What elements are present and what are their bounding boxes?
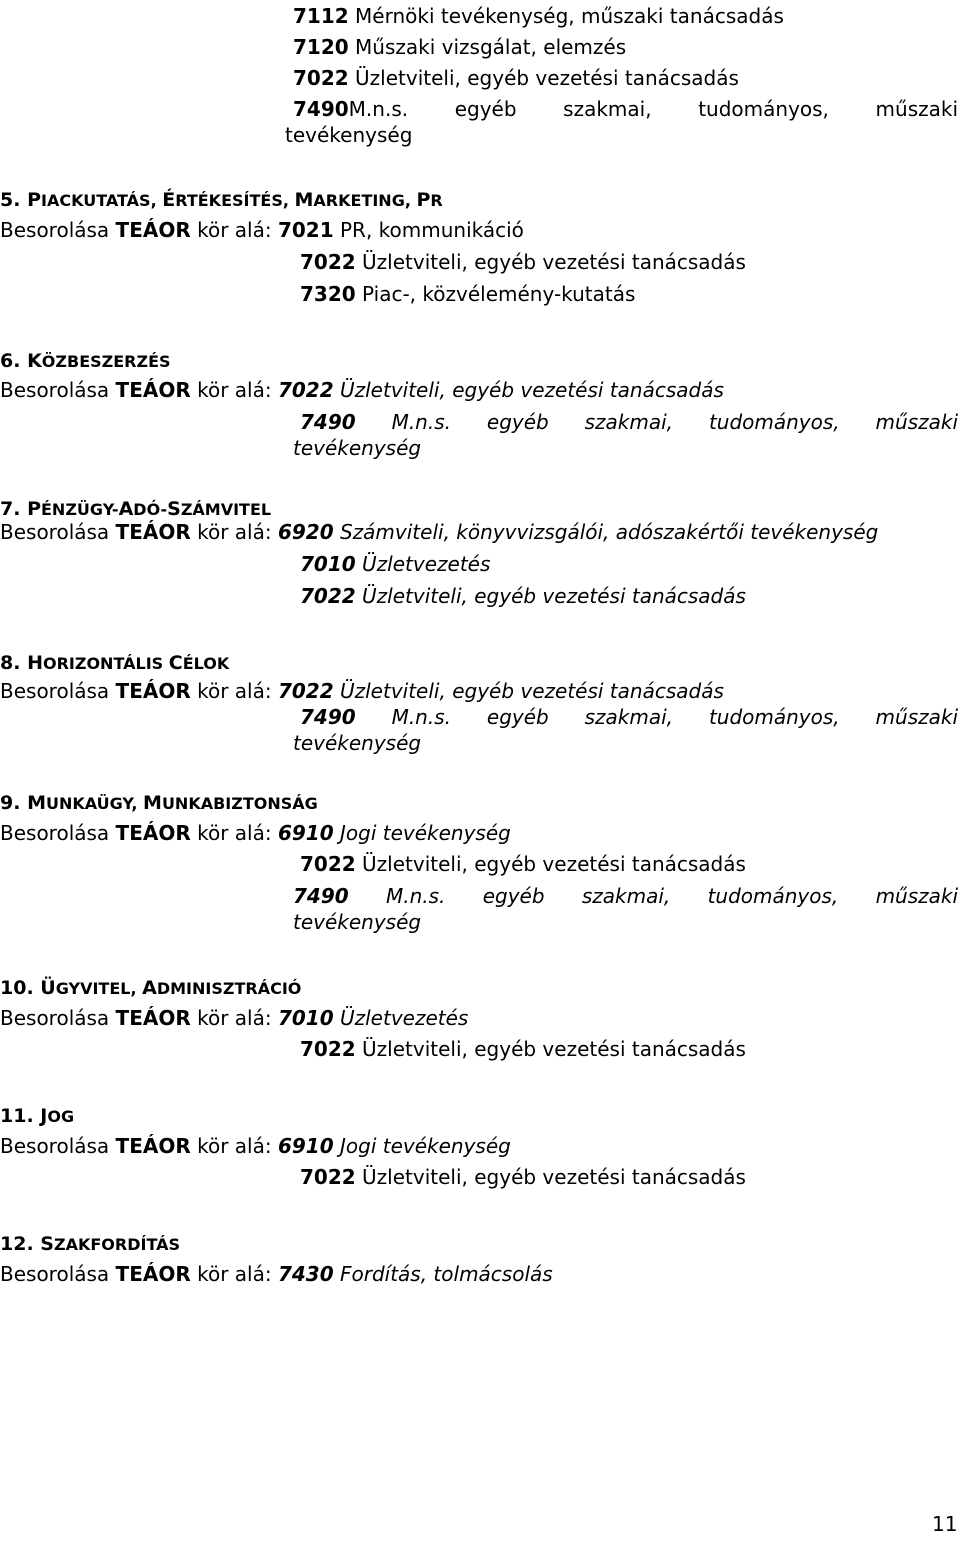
activity-code: 7430	[277, 1262, 334, 1286]
classification-lead: Besorolása	[0, 1006, 116, 1030]
activity-code: 6920	[277, 520, 334, 544]
teaor-label: TEÁOR	[115, 821, 191, 845]
teaor-label: TEÁOR	[115, 218, 191, 242]
activity-text-word: egyéb	[482, 884, 545, 908]
classification-line	[0, 817, 958, 849]
activity-text-word: M.n.s.	[385, 884, 446, 908]
first-activity	[278, 1262, 553, 1286]
activity-code: 7022	[300, 584, 356, 608]
section-number: 5.	[0, 189, 28, 211]
classification-lead-tail: kör alá:	[190, 218, 278, 242]
title-rest: ÖZBESZERZÉS	[41, 352, 171, 371]
activity-text: tevékenység	[293, 436, 422, 460]
activity-line	[300, 1033, 958, 1065]
intro-wrap-cont	[285, 119, 958, 151]
title-rest: DÓ-	[133, 500, 168, 519]
activity-text: PR, kommunikáció	[333, 218, 524, 242]
title-initial: P	[27, 498, 41, 520]
activity-code: 7010	[300, 552, 356, 576]
activity-code: 7022	[300, 1037, 356, 1061]
activity-text: Piac-, közvélemény-kutatás	[355, 282, 636, 306]
title-initial: K	[27, 350, 42, 372]
classification-lead: Besorolása	[0, 218, 116, 242]
activity-text: Üzletvezetés	[333, 1006, 469, 1030]
activity-text: Üzletvezetés	[355, 552, 491, 576]
activity-text-word: műszaki	[875, 884, 959, 908]
activity-text: Üzletviteli, egyéb vezetési tanácsadás	[355, 1037, 746, 1061]
activity-code: 7490	[293, 97, 349, 121]
activity-text-word: szakmai,	[584, 705, 674, 729]
activity-line	[300, 1161, 958, 1193]
activity-text: Üzletviteli, egyéb vezetési tanácsadás	[355, 852, 746, 876]
section-number: 12.	[0, 1233, 41, 1255]
classification-line	[0, 1258, 958, 1290]
title-rest: ÉNZÜGY-	[41, 500, 119, 519]
classification-lead-tail: kör alá:	[190, 1006, 278, 1030]
teaor-label: TEÁOR	[115, 679, 191, 703]
activity-code: 7022	[277, 378, 334, 402]
activity-text-word: tudományos,	[698, 97, 829, 121]
section-title	[27, 352, 171, 371]
classification-lead: Besorolása	[0, 520, 116, 544]
section-heading-12	[0, 1227, 958, 1259]
activity-line	[300, 278, 958, 310]
section-title	[40, 1235, 180, 1254]
classification-lead-tail: kör alá:	[190, 520, 278, 544]
classification-lead: Besorolása	[0, 679, 116, 703]
activity-text: Üzletviteli, egyéb vezetési tanácsadás	[333, 378, 724, 402]
activity-line	[300, 548, 958, 580]
intro-line-3	[293, 62, 958, 94]
section-heading-6	[0, 344, 958, 376]
classification-lead: Besorolása	[0, 821, 116, 845]
activity-text-word: M.n.s.	[391, 410, 451, 434]
classification-lead: Besorolása	[0, 1134, 116, 1158]
activity-code: 7022	[300, 852, 356, 876]
first-activity	[278, 679, 724, 703]
title-initial: S	[167, 498, 181, 520]
title-initial: C	[168, 652, 183, 674]
activity-text: tevékenység	[293, 910, 422, 934]
activity-code: 6910	[277, 1134, 334, 1158]
section-number: 11.	[0, 1105, 41, 1127]
activity-text: Jogi tevékenység	[333, 821, 511, 845]
activity-text: Üzletviteli, egyéb vezetési tanácsadás	[348, 66, 739, 90]
activity-text-word: egyéb	[486, 410, 549, 434]
first-activity	[278, 1134, 511, 1158]
activity-code: 7320	[300, 282, 356, 306]
activity-text: Üzletviteli, egyéb vezetési tanácsadás	[333, 679, 724, 703]
classification-line	[0, 374, 958, 406]
activity-text-word: egyéb	[486, 705, 549, 729]
title-initial: M	[143, 792, 162, 814]
activity-text-word: tudományos,	[708, 410, 840, 434]
activity-text: tevékenység	[293, 731, 422, 755]
first-activity	[278, 821, 511, 845]
activity-wrap-line-cont	[293, 432, 959, 464]
activity-wrap-line-cont	[293, 727, 959, 759]
activity-code: 6910	[277, 821, 334, 845]
classification-lead-tail: kör alá:	[190, 821, 278, 845]
first-activity	[278, 520, 878, 544]
section-title	[40, 1107, 74, 1126]
activity-text: Üzletviteli, egyéb vezetési tanácsadás	[355, 1165, 746, 1189]
title-initial: M	[27, 792, 46, 814]
title-initial: P	[27, 189, 41, 211]
first-activity	[278, 218, 524, 242]
activity-line	[300, 848, 958, 880]
activity-code: 7022	[300, 250, 356, 274]
activity-text-word: tudományos,	[708, 705, 840, 729]
title-rest: UNKABIZTONSÁG	[161, 794, 318, 813]
title-rest: R	[430, 191, 443, 210]
activity-code: 7010	[277, 1006, 334, 1030]
activity-code: 7120	[293, 35, 349, 59]
activity-text: Mérnöki tevékenység, műszaki tanácsadás	[348, 4, 784, 28]
section-number: 6.	[0, 350, 28, 372]
title-rest: ZÁMVITEL	[180, 500, 272, 519]
activity-text-word: műszaki	[875, 705, 959, 729]
title-rest: ZAKFORDÍTÁS	[53, 1235, 181, 1254]
section-title	[27, 794, 318, 813]
activity-code: 7112	[293, 4, 349, 28]
title-rest: ORIZONTÁLIS	[42, 654, 169, 673]
page-number: 11	[932, 1512, 958, 1536]
section-heading-5	[0, 183, 958, 215]
title-rest: ÉLOK	[182, 654, 230, 673]
section-heading-11	[0, 1099, 958, 1131]
title-rest: ARKETING,	[313, 191, 417, 210]
classification-line	[0, 516, 958, 548]
activity-text-word: szakmai,	[563, 97, 652, 121]
activity-text: tevékenység	[285, 123, 413, 147]
activity-code: 7021	[277, 218, 334, 242]
activity-code: 7490	[300, 410, 356, 434]
activity-text: Üzletviteli, egyéb vezetési tanácsadás	[355, 250, 746, 274]
title-initial: A	[118, 498, 134, 520]
title-initial: P	[416, 189, 431, 211]
section-heading-9	[0, 786, 958, 818]
section-heading-8	[0, 646, 958, 678]
classification-line	[0, 214, 958, 246]
intro-line-2	[293, 31, 958, 63]
classification-lead-tail: kör alá:	[190, 1262, 278, 1286]
title-rest: UNKAÜGY,	[45, 794, 144, 813]
section-number: 7.	[0, 498, 28, 520]
teaor-label: TEÁOR	[115, 378, 191, 402]
teaor-label: TEÁOR	[115, 1134, 191, 1158]
section-number: 9.	[0, 792, 28, 814]
classification-lead-tail: kör alá:	[190, 1134, 278, 1158]
activity-code: 7490	[293, 884, 349, 908]
activity-code: 7490	[300, 705, 356, 729]
title-initial: S	[40, 1233, 54, 1255]
teaor-label: TEÁOR	[115, 1262, 191, 1286]
activity-text-word: M.n.s.	[391, 705, 451, 729]
classification-lead-tail: kör alá:	[190, 378, 278, 402]
first-activity	[278, 1006, 468, 1030]
activity-line	[300, 580, 958, 612]
activity-text: Műszaki vizsgálat, elemzés	[348, 35, 627, 59]
activity-text: Számviteli, könyvvizsgálói, adószakértői tevékenység	[333, 520, 879, 544]
section-number: 10.	[0, 977, 41, 999]
classification-lead-tail: kör alá:	[190, 679, 278, 703]
classification-lead: Besorolása	[0, 1262, 116, 1286]
title-initial: H	[27, 652, 43, 674]
classification-line	[0, 1130, 958, 1162]
section-title	[27, 654, 229, 673]
title-initial: Ü	[40, 977, 56, 999]
title-rest: DMINISZTRÁCIÓ	[156, 979, 302, 998]
activity-text-word: műszaki	[875, 97, 959, 121]
activity-code: 7022	[293, 66, 349, 90]
activity-code: 7022	[300, 1165, 356, 1189]
section-heading-10	[0, 971, 958, 1003]
section-number: 8.	[0, 652, 28, 674]
activity-text-word: szakmai,	[581, 884, 671, 908]
activity-text-word: tudományos,	[707, 884, 839, 908]
title-initial: É	[162, 189, 176, 211]
title-rest: GYVITEL,	[55, 979, 143, 998]
classification-lead: Besorolása	[0, 378, 116, 402]
section-title	[27, 191, 443, 210]
title-rest: IACKUTATÁS,	[41, 191, 163, 210]
first-activity	[278, 378, 724, 402]
title-initial: J	[40, 1105, 48, 1127]
activity-line	[300, 246, 958, 278]
title-rest: RTÉKESÍTÉS,	[175, 191, 295, 210]
activity-text-word: műszaki	[875, 410, 959, 434]
activity-text-word: egyéb	[454, 97, 517, 121]
title-rest: OG	[47, 1107, 75, 1126]
teaor-label: TEÁOR	[115, 1006, 191, 1030]
activity-code: 7022	[277, 679, 334, 703]
section-title	[40, 979, 301, 998]
teaor-label: TEÁOR	[115, 520, 191, 544]
title-initial: M	[294, 189, 314, 211]
title-initial: A	[142, 977, 157, 999]
activity-text-word: M.n.s.	[348, 97, 409, 121]
intro-line-1	[293, 0, 958, 32]
activity-text: Üzletviteli, egyéb vezetési tanácsadás	[355, 584, 746, 608]
activity-text-word: szakmai,	[584, 410, 674, 434]
activity-text: Fordítás, tolmácsolás	[333, 1262, 553, 1286]
activity-wrap-line-cont	[293, 906, 960, 938]
classification-line	[0, 1002, 958, 1034]
activity-text: Jogi tevékenység	[333, 1134, 511, 1158]
